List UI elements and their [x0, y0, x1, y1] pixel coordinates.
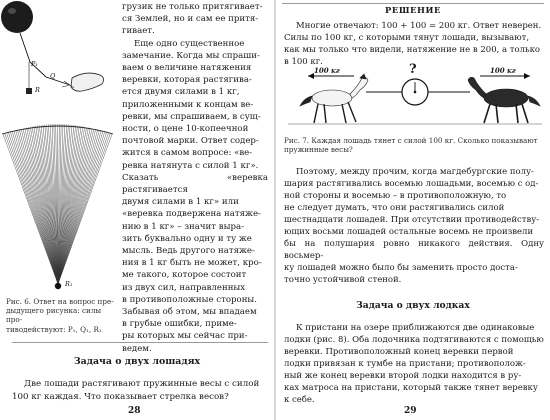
left-horse-shape: [300, 74, 368, 123]
fan-ray: [58, 128, 88, 284]
text-line: Силы по 100 кг, с которыми тянут лошади, вызывают,: [284, 33, 530, 43]
solution-heading: РЕШЕНИЕ: [384, 5, 442, 15]
page-number-left: 28: [128, 406, 141, 416]
text-line: почтовой марки. Ответ содер-: [122, 136, 259, 147]
figure-6-caption: [6, 297, 116, 334]
text-line: Две лошади растягивают пружинные весы с силой: [24, 379, 260, 389]
text-line: ся Землей, но и сам ее притя-: [122, 14, 259, 25]
right-horse-shape: [468, 77, 540, 123]
figure-7-caption: [284, 136, 546, 154]
text-line: ния в 1 кг быть не может, кро-: [122, 258, 262, 269]
text-line: не следует думать, что они растягивались силой: [284, 203, 505, 213]
text-line: Еще одно существенное: [134, 38, 245, 49]
text-line: Забывая об этом, мы впадаем: [122, 307, 257, 318]
text-line: ры которых мы сейчас при-: [122, 331, 248, 342]
text-line: к себе.: [284, 395, 315, 405]
text-line: в противоположные стороны.: [122, 294, 258, 305]
force-label-left: 100 кг: [314, 66, 340, 75]
text-line: ваем о величине натяжения: [122, 63, 252, 74]
text-line: грузик не только притягивает-: [122, 2, 263, 12]
text-line: Многие отвечают: 100 + 100 = 200 кг. Ответ неверен.: [296, 21, 542, 31]
text-line: 100 кг каждая. Что показывает стрелка весов?: [12, 391, 229, 402]
caption-line: пружинные весы?: [284, 145, 353, 155]
text-line: жится в самом вопросе: «ве-: [122, 148, 253, 159]
text-line: ведем.: [122, 343, 152, 354]
text-line: в грубые ошибки, приме-: [122, 319, 237, 330]
text-line: гивает.: [122, 26, 155, 37]
figure-label-r1: R₁: [65, 280, 73, 288]
section-title-horses: Задача о двух лошадях: [73, 356, 201, 367]
text-line: лодки (рис. 8). Оба лодочника подтягиваются с помощью: [284, 335, 544, 345]
force-label-right: 100 кг: [490, 66, 516, 75]
question-mark-label: ?: [409, 62, 417, 77]
balloon-shape: [1, 1, 33, 33]
solution-body: [284, 166, 544, 286]
caption-line: дыдущего рисунка: силы про-: [6, 306, 102, 325]
text-line: ревка натянута с силой 1 кг».: [122, 160, 259, 171]
figure-6: [0, 0, 115, 300]
fan-ray: [18, 130, 59, 284]
text-line: ме такого, которое состоит: [122, 270, 247, 281]
text-line: ку лошадей можно было бы заменить просто доста-: [284, 263, 518, 273]
horses-problem-text: [12, 378, 268, 403]
left-text-column: [122, 1, 268, 355]
fan-ray: [58, 132, 107, 284]
figure-label-p1: P₁: [31, 60, 38, 68]
right-page: [276, 0, 550, 420]
text-line: шария растягивались восемью лошадьми, восемью с од-: [284, 179, 539, 189]
text-line: Поэтому, между прочим, когда магдебургские полу-: [296, 167, 534, 177]
text-line: мысль. Ведь другого натяже-: [122, 246, 255, 257]
text-line: веревки, которая растягива-: [122, 75, 252, 86]
caption-line: Рис. 7. Каждая лошадь тянет с силой 100 кг. Сколько показывают: [284, 136, 538, 145]
caption-line: тиводействуют: P₁, Q₁, R₁: [6, 324, 102, 334]
solution-rule: [282, 3, 544, 4]
text-line: бы на полушария ровно никакого действия. Одну восьмер-: [284, 239, 544, 261]
text-line: ный же конец веревки второй лодки находится в ру-: [284, 371, 522, 381]
figure-label-r: R: [35, 86, 40, 94]
text-line: нию в 1 кг» – значит выра-: [122, 221, 244, 232]
fan-ray: [58, 131, 101, 284]
text-line: ности, о цене 10-копеечной: [122, 124, 249, 135]
text-line: лодки привязан к тумбе на пристани; противополож-: [284, 359, 526, 369]
text-line: К пристани на озере приближаются две одинаковые: [296, 323, 535, 333]
fan-ray: [14, 131, 58, 284]
text-line: замечание. Когда мы спраши-: [122, 50, 260, 61]
fan-ray: [8, 132, 58, 284]
fan-ray: [19, 130, 58, 285]
text-line: зить буквально одну и ту же: [122, 233, 252, 244]
fan-ray: [58, 128, 90, 284]
fan-ray: [28, 127, 58, 284]
fan-ray: [58, 126, 78, 284]
fan-ray: [58, 134, 112, 284]
text-line: Сказать «веревка растягивается: [122, 172, 268, 196]
text-line: приложенными к концам ве-: [122, 99, 254, 110]
balloon-string: [20, 33, 70, 85]
hand-shape: [71, 73, 104, 91]
fan-ray: [58, 134, 110, 285]
text-line: ющих восьми лошадей остальные восемь не произвели: [284, 227, 534, 237]
page-number-right: 29: [404, 406, 417, 416]
spring-scale-shape: [398, 79, 432, 105]
text-line: ной стороны и восемью – в противоположную, то: [284, 191, 507, 201]
text-line: ках матроса на пристани, который также тянет веревку: [284, 383, 538, 393]
section-title-boats: Задача о двух лодках: [356, 300, 470, 311]
text-line: точно устойчивой стеной.: [284, 275, 402, 285]
text-line: из двух сил, направленных: [122, 282, 246, 293]
section-rule-top: [12, 342, 268, 343]
left-page: [0, 0, 274, 420]
text-line: веревки. Противоположный конец веревки первой: [284, 347, 514, 357]
fan-ray: [3, 134, 58, 284]
figure-label-q: Q: [50, 72, 56, 80]
text-line: в 100 кг.: [284, 57, 323, 67]
caption-line: Рис. 6. Ответ на вопрос пре-: [6, 297, 114, 306]
boats-problem-text: [284, 322, 544, 406]
text-line: ется двумя силами в 1 кг,: [122, 87, 240, 98]
text-line: «веревка подвержена натяже-: [122, 209, 261, 220]
text-line: как мы только что видели, натяжение не в 200, а только: [284, 45, 541, 55]
text-line: ревки, мы спрашиваем, в сущ-: [122, 111, 261, 122]
text-line: шестнадцати лошадей. При отсутствии противодейству-: [284, 215, 540, 225]
solution-intro: [284, 20, 544, 68]
text-line: двумя силами в 1 кг» или: [122, 197, 239, 208]
fan-ray: [23, 129, 58, 284]
